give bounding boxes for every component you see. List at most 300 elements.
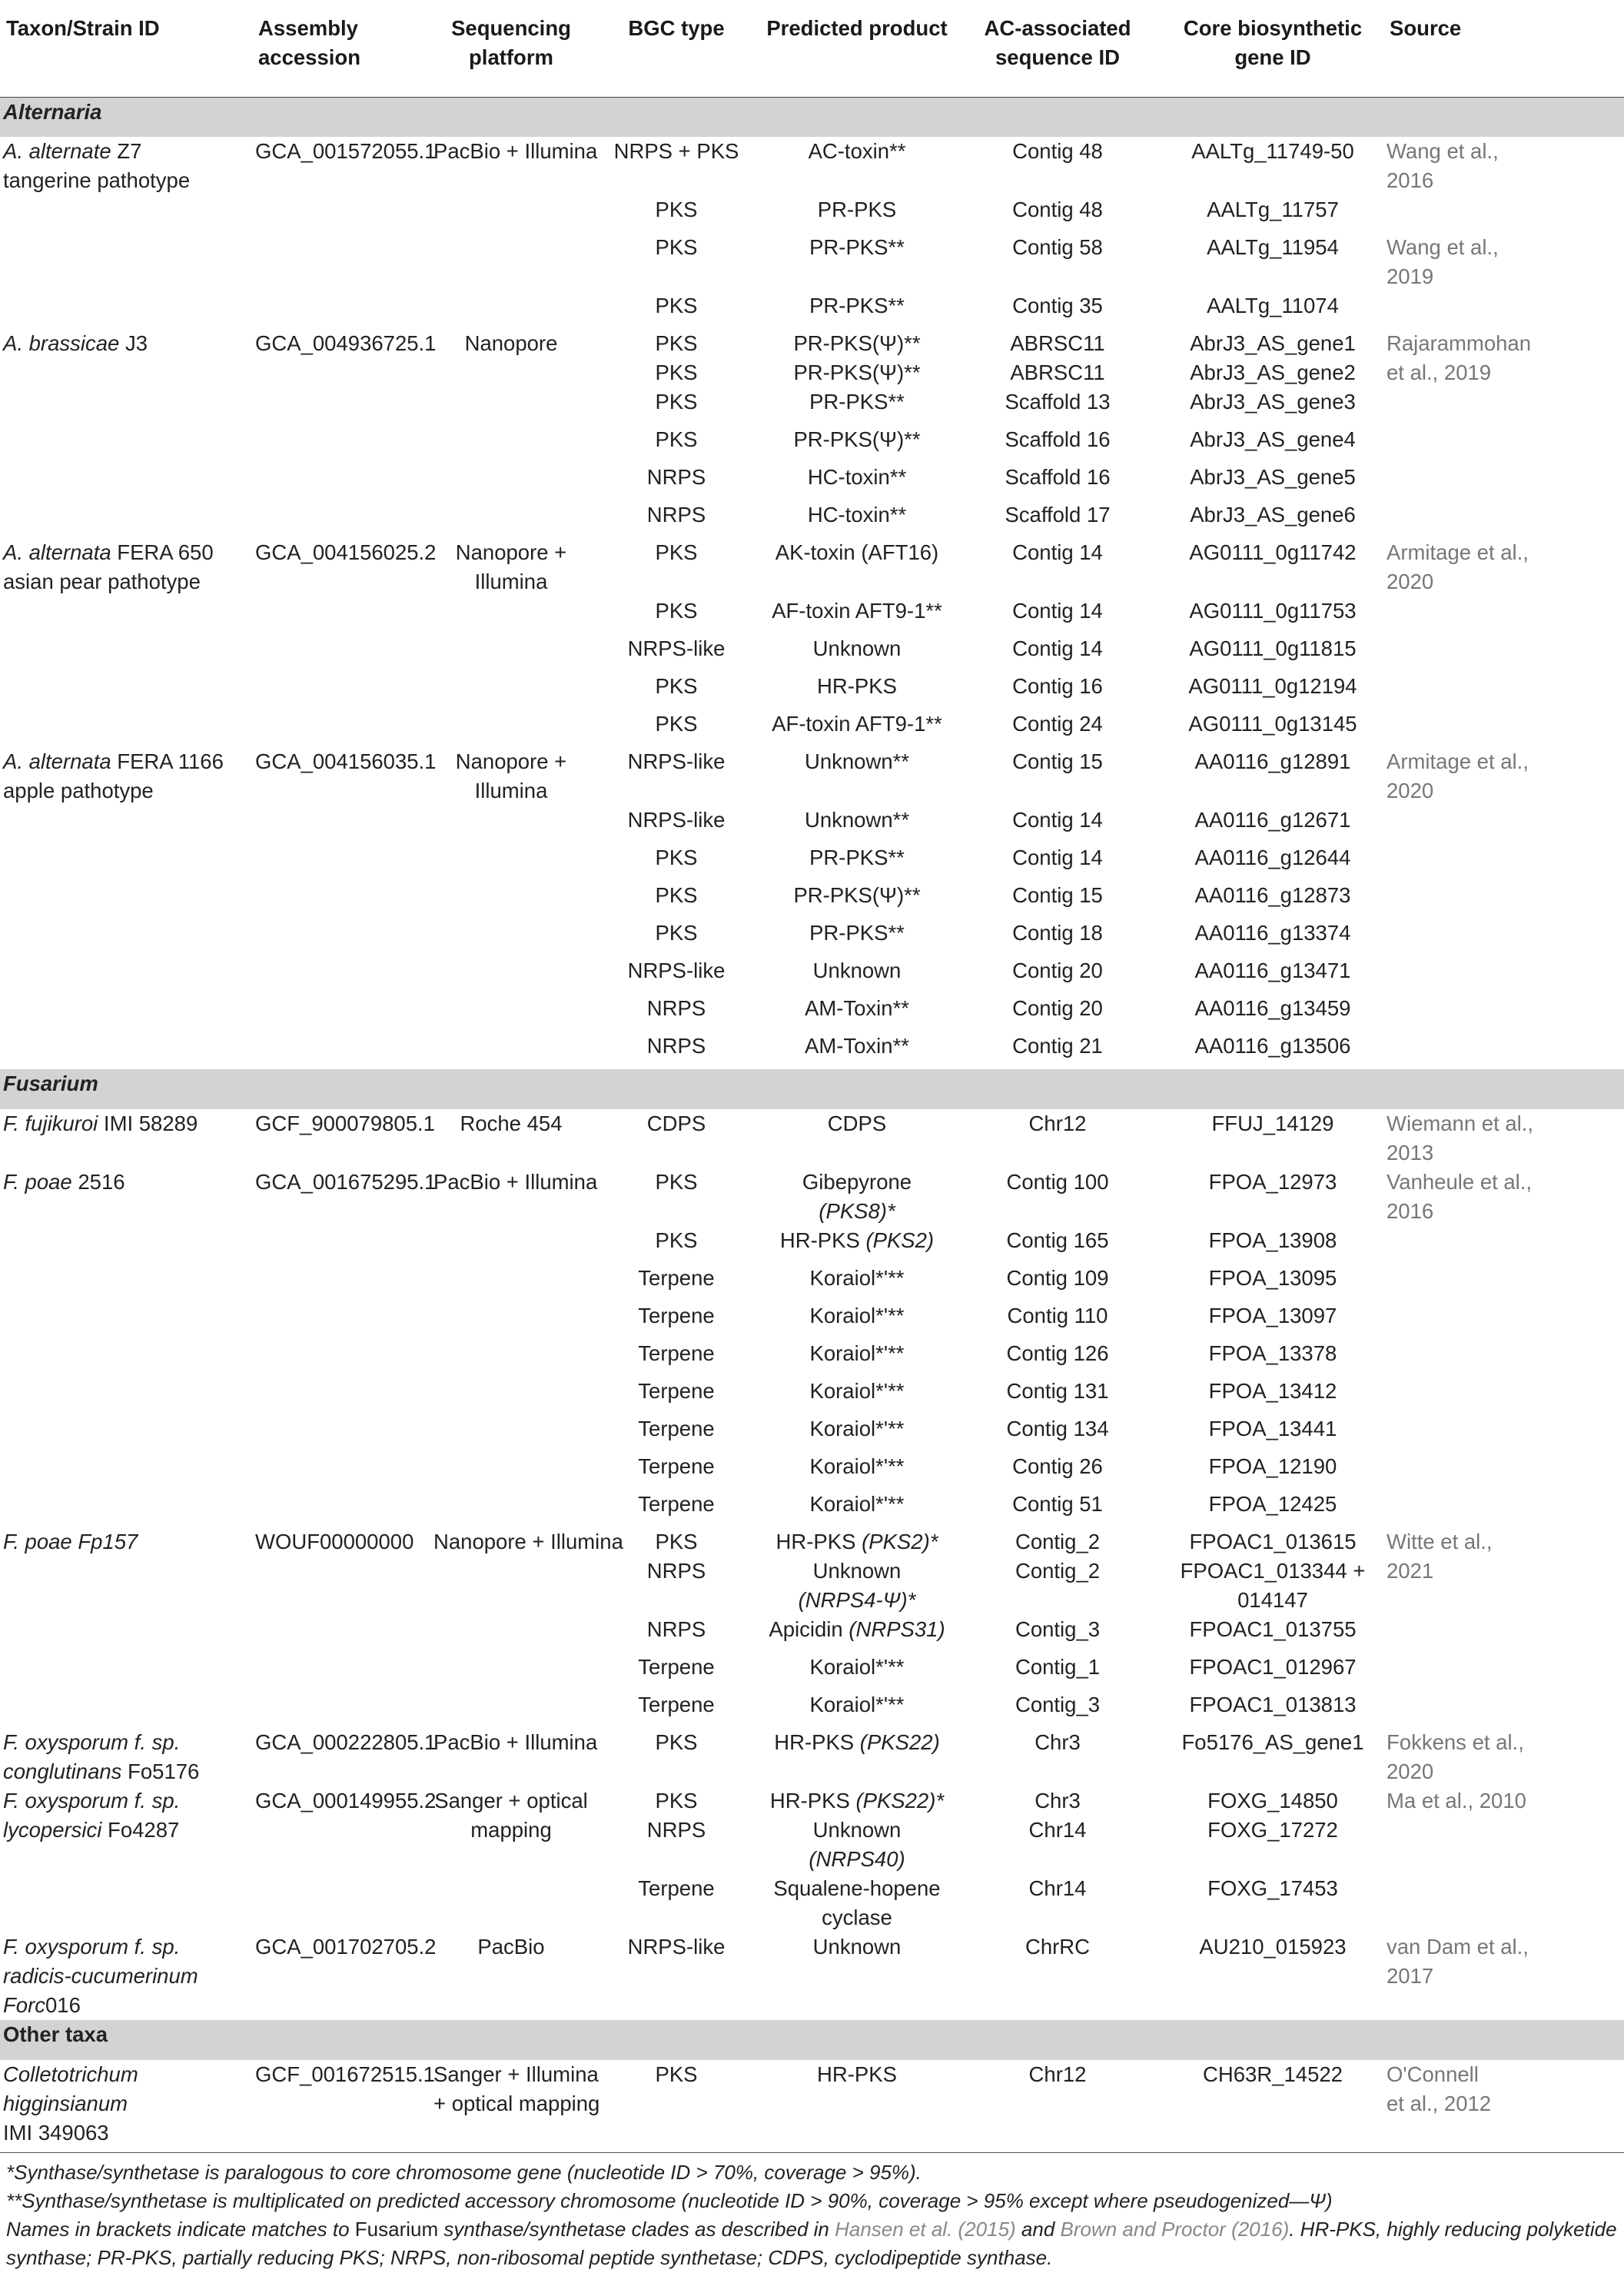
accession-cell	[252, 1032, 430, 1069]
section-title: Fusarium	[0, 1069, 1624, 1109]
accession-cell	[252, 195, 430, 233]
bgc-type-cell: NRPS	[646, 996, 706, 1020]
accession-cell	[252, 956, 430, 994]
gene-id-cell: FPOAC1_013813	[1189, 1693, 1357, 1716]
sequence-id-cell: Scaffold 17	[1005, 503, 1111, 527]
accession-cell: GCF_001672515.1	[255, 2062, 435, 2086]
source-cell[interactable]: Rajarammohan et al., 2019	[1387, 331, 1532, 384]
product-cell: Apicidin (NRPS31)	[769, 1617, 945, 1641]
sequence-id-cell: Contig 24	[1012, 712, 1103, 736]
sequence-id-cell: Contig 15	[1012, 749, 1103, 773]
taxon-cell	[0, 291, 252, 329]
taxon-cell: F. fujikuroi IMI 58289	[3, 1111, 198, 1135]
bgc-type-cell: PKS	[655, 235, 698, 259]
product-cell: PR-PKS	[817, 198, 897, 221]
column-header: Taxon/Strain ID	[0, 5, 252, 97]
accession-cell	[252, 1377, 430, 1414]
gene-id-cell: FPOA_13095	[1208, 1266, 1337, 1290]
platform-cell	[430, 387, 592, 425]
source-cell	[1383, 1226, 1624, 1264]
table-row	[0, 137, 1624, 195]
sequence-id-cell: Contig 14	[1012, 599, 1103, 623]
product-cell: HR-PKS	[817, 674, 897, 698]
taxon-cell	[0, 596, 252, 634]
sequence-id-cell: Contig 14	[1012, 808, 1103, 832]
gene-id-cell: FPOAC1_013755	[1189, 1617, 1357, 1641]
table-row	[0, 1109, 1624, 1168]
taxon-cell	[0, 1653, 252, 1690]
gene-id-cell: FPOA_13097	[1208, 1304, 1337, 1327]
product-cell: PR-PKS(Ψ)**	[793, 883, 921, 907]
bgc-type-cell: PKS	[655, 883, 698, 907]
section-header-row	[0, 2020, 1624, 2060]
sequence-id-cell: Contig 48	[1012, 139, 1103, 163]
sequence-id-cell: Scaffold 13	[1005, 390, 1111, 414]
source-cell	[1383, 500, 1624, 538]
source-cell	[1383, 1690, 1624, 1728]
bgc-type-cell: Terpene	[638, 1266, 715, 1290]
product-cell: Koraiol*'**	[809, 1341, 905, 1365]
sequence-id-cell: Contig 20	[1012, 996, 1103, 1020]
accession-cell	[252, 1264, 430, 1301]
accession-cell	[252, 425, 430, 463]
bgc-type-cell: NRPS + PKS	[613, 139, 739, 163]
accession-cell	[252, 881, 430, 919]
source-cell	[1383, 291, 1624, 329]
product-cell: AC-toxin**	[808, 139, 906, 163]
gene-id-cell: FPOAC1_013615 FPOAC1_013344 + 014147	[1180, 1530, 1366, 1612]
taxon-cell	[0, 1032, 252, 1069]
sequence-id-cell: Contig 100	[1006, 1170, 1109, 1194]
section-title: Alternaria	[0, 97, 1624, 137]
source-cell	[1383, 634, 1624, 672]
platform-cell: PacBio + Illumina	[433, 1170, 598, 1194]
accession-cell: GCA_004936725.1	[255, 331, 437, 355]
product-cell: Koraiol*'**	[809, 1693, 905, 1716]
accession-cell	[252, 843, 430, 881]
taxon-cell	[0, 1490, 252, 1527]
product-cell: HR-PKS (PKS22)	[774, 1730, 940, 1754]
bgc-type-cell: PKS	[655, 390, 698, 414]
platform-cell	[430, 291, 592, 329]
bgc-type-cell: Terpene	[638, 1492, 715, 1516]
bgc-type-cell: PKS	[655, 427, 698, 451]
taxon-cell	[0, 1690, 252, 1728]
source-cell	[1383, 956, 1624, 994]
table-row	[0, 919, 1624, 956]
column-header: AC-associated sequence ID	[953, 5, 1162, 97]
bgc-type-cell: PKS	[655, 1228, 698, 1252]
table-row	[0, 233, 1624, 291]
source-cell[interactable]: Fokkens et al., 2020	[1387, 1730, 1524, 1783]
column-header: BGC type	[592, 5, 761, 97]
table-row	[0, 843, 1624, 881]
product-cell: Koraiol*'**	[809, 1655, 905, 1679]
source-cell[interactable]: Vanheule et al., 2016	[1387, 1170, 1533, 1223]
sequence-id-cell: Contig 14	[1012, 636, 1103, 660]
product-cell: HR-PKS (PKS22)* Unknown (NRPS40)	[769, 1789, 945, 1871]
source-cell	[1383, 1615, 1624, 1653]
source-cell	[1383, 387, 1624, 425]
section-header-row	[0, 1069, 1624, 1109]
source-cell	[1383, 843, 1624, 881]
platform-cell	[430, 1452, 592, 1490]
taxon-cell: F. poae Fp157	[3, 1530, 138, 1553]
accession-cell: GCA_004156035.1	[255, 749, 437, 773]
bgc-type-cell: Terpene	[638, 1341, 715, 1365]
table-row	[0, 195, 1624, 233]
table-row	[0, 329, 1624, 387]
accession-cell	[252, 1301, 430, 1339]
source-cell[interactable]: Wang et al., 2019	[1387, 235, 1499, 288]
platform-cell: PacBio	[477, 1935, 545, 1959]
gene-id-cell: AG0111_0g11815	[1189, 636, 1357, 660]
platform-cell	[430, 634, 592, 672]
table-row	[0, 747, 1624, 806]
taxon-cell: F. oxysporum f. sp. conglutinans Fo5176	[3, 1730, 200, 1783]
source-cell	[1383, 1490, 1624, 1527]
gene-id-cell: AG0111_0g11742	[1189, 540, 1357, 564]
source-cell	[1383, 881, 1624, 919]
product-cell: AF-toxin AFT9-1**	[772, 599, 942, 623]
accession-cell	[252, 672, 430, 709]
product-cell: HR-PKS (PKS2)	[779, 1228, 935, 1252]
product-cell: AF-toxin AFT9-1**	[772, 712, 942, 736]
accession-cell	[252, 709, 430, 747]
bgc-type-cell: PKS	[655, 198, 698, 221]
accession-cell: GCA_001702705.2	[255, 1935, 437, 1959]
taxon-cell	[0, 1414, 252, 1452]
source-cell[interactable]: Armitage et al., 2020	[1387, 540, 1529, 593]
product-cell: AM-Toxin**	[804, 996, 909, 1020]
accession-cell	[252, 1615, 430, 1653]
accession-cell	[252, 596, 430, 634]
taxon-cell	[0, 1874, 252, 1932]
table-row	[0, 956, 1624, 994]
table-row	[0, 881, 1624, 919]
source-cell	[1383, 1874, 1624, 1932]
product-cell: Unknown	[812, 959, 902, 982]
column-header: Predicted product	[761, 5, 953, 97]
product-cell: PR-PKS**	[809, 921, 905, 945]
accession-cell	[252, 463, 430, 500]
gene-id-cell: AA0116_g12873	[1194, 883, 1351, 907]
product-cell: AK-toxin (AFT16)	[775, 540, 939, 564]
accession-cell	[252, 1874, 430, 1932]
source-cell	[1383, 1264, 1624, 1301]
bgc-type-cell: Terpene	[638, 1379, 715, 1403]
sequence-id-cell: Contig_2 Contig_2	[1015, 1530, 1101, 1583]
table-row	[0, 994, 1624, 1032]
taxon-cell	[0, 500, 252, 538]
taxon-cell: F. oxysporum f. sp. radicis-cucumerinum Forc016	[3, 1935, 198, 2017]
source-cell[interactable]: Wiemann et al., 2013	[1387, 1111, 1534, 1165]
platform-cell	[430, 1490, 592, 1527]
taxon-cell	[0, 1301, 252, 1339]
source-cell[interactable]: O'Connell et al., 2012	[1387, 2062, 1492, 2115]
platform-cell	[430, 919, 592, 956]
table-row	[0, 1653, 1624, 1690]
section-title: Other taxa	[0, 2020, 1624, 2060]
source-cell	[1383, 806, 1624, 843]
platform-cell	[430, 233, 592, 291]
table-row	[0, 1615, 1624, 1653]
sequence-id-cell: Chr3 Chr14	[1028, 1789, 1087, 1842]
source-cell	[1383, 425, 1624, 463]
product-cell: PR-PKS**	[809, 235, 905, 259]
bgc-type-cell: PKS	[655, 1170, 698, 1194]
taxon-cell	[0, 1339, 252, 1377]
table-row	[0, 1377, 1624, 1414]
source-cell	[1383, 1301, 1624, 1339]
product-cell: Unknown**	[804, 808, 910, 832]
accession-cell	[252, 919, 430, 956]
gene-id-cell: FPOA_13908	[1208, 1228, 1337, 1252]
taxon-cell: Colletotrichum higginsianum IMI 349063	[3, 2062, 138, 2145]
table-row	[0, 538, 1624, 596]
table-row	[0, 634, 1624, 672]
sequence-id-cell: Contig 48	[1012, 198, 1103, 221]
source-cell	[1383, 195, 1624, 233]
product-cell: PR-PKS(Ψ)** PR-PKS(Ψ)**	[793, 331, 921, 384]
column-header: Source	[1383, 5, 1624, 97]
gene-id-cell: AALTg_11757	[1207, 198, 1339, 221]
table-row	[0, 1490, 1624, 1527]
gene-id-cell: FPOA_12973	[1208, 1170, 1337, 1194]
sequence-id-cell: Contig 126	[1006, 1341, 1109, 1365]
platform-cell	[430, 709, 592, 747]
gene-id-cell: FOXG_14850 FOXG_17272	[1207, 1789, 1338, 1842]
sequence-id-cell: Contig 21	[1012, 1034, 1103, 1058]
accession-cell: GCA_001675295.1	[255, 1170, 437, 1194]
sequence-id-cell: Contig_3	[1015, 1617, 1101, 1641]
product-cell: HR-PKS	[817, 2062, 897, 2086]
product-cell: AM-Toxin**	[804, 1034, 909, 1058]
taxon-cell	[0, 994, 252, 1032]
taxon-cell: A. alternate Z7 tangerine pathotype	[3, 139, 191, 192]
gene-id-cell: AA0116_g13471	[1194, 959, 1351, 982]
gene-id-cell: FFUJ_14129	[1211, 1111, 1334, 1135]
product-cell: Koraiol*'**	[809, 1492, 905, 1516]
accession-cell	[252, 1452, 430, 1490]
accession-cell	[252, 806, 430, 843]
taxon-cell	[0, 1226, 252, 1264]
gene-id-cell: Fo5176_AS_gene1	[1181, 1730, 1364, 1754]
sequence-id-cell: Contig_1	[1015, 1655, 1101, 1679]
table-row	[0, 709, 1624, 747]
product-cell: HC-toxin**	[807, 503, 907, 527]
sequence-id-cell: Contig 134	[1006, 1417, 1109, 1440]
source-cell[interactable]: Wang et al., 2016	[1387, 139, 1499, 192]
platform-cell: PacBio + Illumina	[433, 139, 598, 163]
platform-cell	[430, 1264, 592, 1301]
gene-id-cell: AbrJ3_AS_gene5	[1190, 465, 1356, 489]
platform-cell	[430, 994, 592, 1032]
platform-cell	[430, 1690, 592, 1728]
gene-id-cell: FPOA_13441	[1208, 1417, 1337, 1440]
taxon-cell	[0, 233, 252, 291]
accession-cell: GCA_004156025.2	[255, 540, 437, 564]
gene-id-cell: AbrJ3_AS_gene1 AbrJ3_AS_gene2	[1190, 331, 1356, 384]
accession-cell: GCA_000222805.1	[255, 1730, 437, 1754]
product-cell: PR-PKS**	[809, 390, 905, 414]
gene-id-cell: AbrJ3_AS_gene3	[1190, 390, 1356, 414]
gene-id-cell: AA0116_g13374	[1194, 921, 1351, 945]
taxon-cell: F. poae 2516	[3, 1170, 125, 1194]
table-row	[0, 291, 1624, 329]
header-row	[0, 5, 1624, 97]
table-row	[0, 425, 1624, 463]
table-row	[0, 1168, 1624, 1226]
ref-hansen[interactable]: Hansen et al. (2015)	[835, 2218, 1016, 2241]
table-row	[0, 1032, 1624, 1069]
bgc-type-cell: PKS	[655, 1730, 698, 1754]
gene-id-cell: FOXG_17453	[1207, 1876, 1338, 1900]
bgc-type-cell: PKS	[655, 846, 698, 869]
platform-cell	[430, 1339, 592, 1377]
source-cell[interactable]: Armitage et al., 2020	[1387, 749, 1529, 802]
product-cell: PR-PKS**	[809, 294, 905, 317]
bgc-type-cell: NRPS-like	[627, 959, 726, 982]
table-row	[0, 1414, 1624, 1452]
taxon-cell	[0, 881, 252, 919]
platform-cell: Nanopore	[464, 331, 558, 355]
sequence-id-cell: Contig 58	[1012, 235, 1103, 259]
gene-id-cell: FPOA_13412	[1208, 1379, 1337, 1403]
column-header: Sequencing platform	[430, 5, 592, 97]
platform-cell: Nanopore + Illumina	[455, 540, 567, 593]
accession-cell	[252, 1690, 430, 1728]
bgc-type-cell: Terpene	[638, 1417, 715, 1440]
table-row	[0, 500, 1624, 538]
product-cell: HR-PKS (PKS2)* Unknown (NRPS4-Ψ)*	[775, 1530, 938, 1612]
product-cell: Koraiol*'**	[809, 1417, 905, 1440]
table-body	[0, 97, 1624, 2148]
gene-id-cell: AG0111_0g13145	[1188, 712, 1357, 736]
product-cell: Koraiol*'**	[809, 1304, 905, 1327]
source-cell[interactable]: Witte et al., 2021	[1387, 1530, 1493, 1583]
table-row	[0, 1874, 1624, 1932]
table-row	[0, 1786, 1624, 1874]
platform-cell	[430, 596, 592, 634]
accession-cell	[252, 500, 430, 538]
source-cell	[1383, 596, 1624, 634]
platform-cell: Sanger + Illumina + optical mapping	[433, 2062, 600, 2115]
source-cell	[1383, 1339, 1624, 1377]
platform-cell	[430, 195, 592, 233]
accession-cell	[252, 291, 430, 329]
accession-cell	[252, 1414, 430, 1452]
product-cell: PR-PKS(Ψ)**	[793, 427, 921, 451]
taxon-cell	[0, 1452, 252, 1490]
product-cell: Gibepyrone (PKS8)*	[802, 1170, 912, 1223]
gene-id-cell: AG0111_0g12194	[1188, 674, 1357, 698]
taxon-cell	[0, 956, 252, 994]
taxon-cell	[0, 919, 252, 956]
accession-cell	[252, 634, 430, 672]
gene-id-cell: AA0116_g12644	[1194, 846, 1351, 869]
platform-cell	[430, 1615, 592, 1653]
platform-cell: Nanopore + Illumina	[455, 749, 567, 802]
platform-cell	[430, 425, 592, 463]
sequence-id-cell: Scaffold 16	[1005, 465, 1111, 489]
bgc-type-cell: NRPS	[646, 465, 706, 489]
sequence-id-cell: Contig_3	[1015, 1693, 1101, 1716]
column-header: Assembly accession	[252, 5, 430, 97]
bgc-type-cell: Terpene	[638, 1693, 715, 1716]
taxon-cell: A. brassicae J3	[3, 331, 148, 355]
table-row	[0, 1690, 1624, 1728]
platform-cell	[430, 806, 592, 843]
sequence-id-cell: Contig 109	[1006, 1266, 1109, 1290]
table-row	[0, 463, 1624, 500]
sequence-id-cell: Chr12	[1028, 1111, 1087, 1135]
product-cell: PR-PKS**	[809, 846, 905, 869]
source-cell	[1383, 919, 1624, 956]
bgc-type-cell: Terpene	[638, 1454, 715, 1478]
table-row	[0, 1264, 1624, 1301]
ref-brown-proctor[interactable]: Brown and Proctor (2016)	[1060, 2218, 1290, 2241]
sequence-id-cell: Contig 15	[1012, 883, 1103, 907]
table-row	[0, 2060, 1624, 2148]
gene-id-cell: FPOA_12425	[1208, 1492, 1337, 1516]
product-cell: Koraiol*'**	[809, 1379, 905, 1403]
taxon-cell	[0, 843, 252, 881]
source-cell	[1383, 1452, 1624, 1490]
sequence-id-cell: Contig 35	[1012, 294, 1103, 317]
platform-cell	[430, 672, 592, 709]
gene-id-cell: AA0116_g12671	[1194, 808, 1351, 832]
platform-cell	[430, 1377, 592, 1414]
footnote-2: **Synthase/synthetase is multiplicated on predicted accessory chromosome (nucleotide ID > 90%, coverage > 95% except where pseudogenized—Ψ)	[6, 2189, 1333, 2212]
footnotes	[6, 2158, 1620, 2272]
bgc-type-cell: PKS	[655, 674, 698, 698]
source-cell	[1383, 672, 1624, 709]
data-table	[0, 5, 1624, 2148]
platform-cell: Nanopore + Illumina	[433, 1530, 623, 1553]
product-cell: Koraiol*'**	[809, 1454, 905, 1478]
bgc-type-cell: Terpene	[638, 1304, 715, 1327]
accession-cell	[252, 1653, 430, 1690]
table-row	[0, 1932, 1624, 2020]
product-cell: Koraiol*'**	[809, 1266, 905, 1290]
taxon-cell	[0, 387, 252, 425]
product-cell: Squalene-hopene cyclase	[773, 1876, 941, 1929]
sequence-id-cell: Contig 18	[1012, 921, 1103, 945]
gene-id-cell: AALTg_11954	[1207, 235, 1339, 259]
sequence-id-cell: Chr12	[1028, 2062, 1087, 2086]
sequence-id-cell: Chr3	[1035, 1730, 1081, 1754]
source-cell[interactable]: Ma et al., 2010	[1387, 1789, 1526, 1813]
sequence-id-cell: Chr14	[1028, 1876, 1087, 1900]
source-cell[interactable]: van Dam et al., 2017	[1387, 1935, 1529, 1988]
source-cell	[1383, 463, 1624, 500]
sequence-id-cell: Contig 20	[1012, 959, 1103, 982]
accession-cell: GCA_000149955.2	[255, 1789, 437, 1813]
bgc-type-cell: PKS PKS	[655, 331, 698, 384]
bgc-type-cell: NRPS-like	[627, 749, 726, 773]
gene-id-cell: AbrJ3_AS_gene6	[1190, 503, 1356, 527]
product-cell: Unknown**	[804, 749, 910, 773]
table-row	[0, 1301, 1624, 1339]
platform-cell	[430, 1414, 592, 1452]
gene-id-cell: AbrJ3_AS_gene4	[1190, 427, 1356, 451]
taxon-cell	[0, 195, 252, 233]
gene-id-cell: AA0116_g13459	[1194, 996, 1351, 1020]
accession-cell: WOUF00000000	[255, 1530, 414, 1553]
accession-cell	[252, 387, 430, 425]
bgc-type-cell: PKS	[655, 599, 698, 623]
